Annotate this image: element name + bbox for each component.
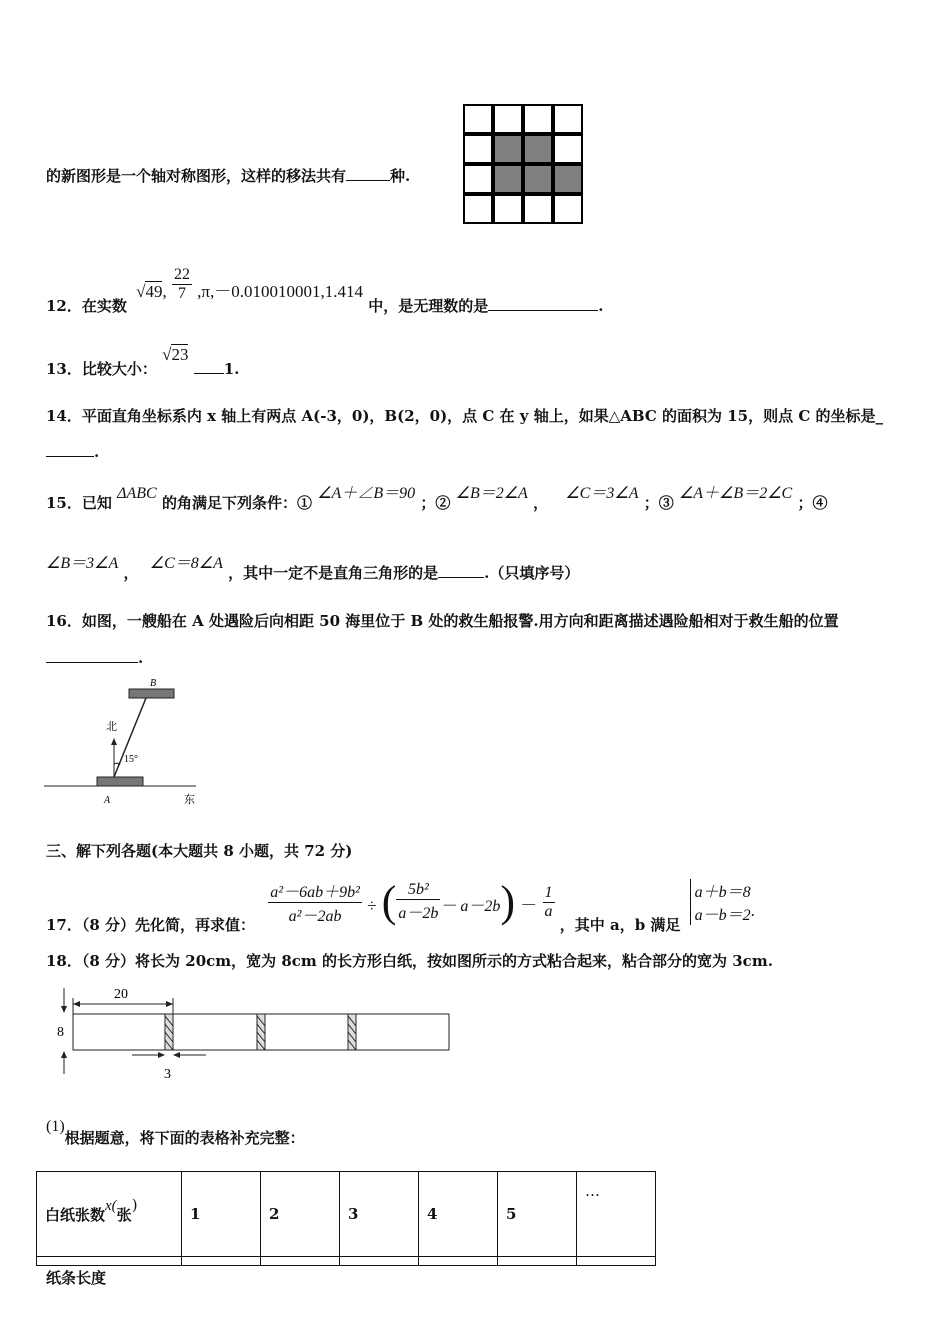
table-cell: 1 [182,1172,261,1257]
label-width: 8 [57,1025,64,1040]
label-overlap: 3 [164,1067,171,1082]
question-17: 17．（8 分）先化简，再求值： $\frac{\text{a²－6ab＋9b²}}{\text{a²－2ab}}$ ÷ ( $\frac{\text{5b²}}{a-2b}$ － a－2b) － $\frac{1}{a}$ ，其中 a，b 满足 a＋b＝8 a－b＝2 . [46,877,755,934]
question-16-line2: . [46,648,143,667]
table-cell-empty [37,1257,182,1266]
table-cell: … [577,1172,656,1257]
table-header-label: 白纸张数x(张) [37,1172,182,1257]
part-1-prompt: (1)根据题意，将下面的表格补充完整： [46,1118,305,1147]
label-east: 东 [184,793,195,806]
table-cell-empty [182,1257,261,1266]
question-14-line2: . [46,442,99,461]
question-14-line1: 14．平面直角坐标系内 x 轴上有两点 A(-3，0)，B(2，0)，点 C 在 y 轴上，如果△ABC 的面积为 15，则点 C 的坐标是_ [46,407,883,425]
paper-strip-figure [46,982,456,1082]
question-16-line1: 16．如图，一艘船在 A 处遇险后向相距 50 海里位于 B 处的救生船报警.用方向和距离描述遇险船相对于救生船的位置 [46,612,839,630]
label-b: B [150,678,157,689]
question-15-line1: 15．已知 ΔABC 的角满足下列条件：① ∠A＋∠B＝90 ；② ∠B＝2∠A ， ∠C＝3∠A ；③ ∠A＋∠B＝2∠C ；④ [46,485,828,512]
label-a: A [104,795,111,806]
row-2-label: 纸条长度 [46,1269,107,1287]
ship-direction-figure [44,674,204,809]
label-angle: 15° [124,754,138,765]
question-18: 18．（8 分）将长为 20cm，宽为 8cm 的长方形白纸，按如图所示的方式粘合起来，粘合部分的宽为 3cm. [46,952,773,970]
table-cell: 3 [340,1172,419,1257]
question-13: 13．比较大小： √23 1. [46,345,240,378]
table-cell: 4 [419,1172,498,1257]
question-11-tail: 的新图形是一个轴对称图形，这样的移法共有 种. [46,167,411,185]
table-cell: 5 [498,1172,577,1257]
table-cell: 2 [261,1172,340,1257]
label-length: 20 [114,987,128,1002]
question-12: 12．在实数 √49, $\frac{22}{7}$ ,π,－0.010010001,1.414 中，是无理数的是 . [46,266,604,315]
table-cell-empty [261,1257,340,1266]
table-cell-empty [419,1257,498,1266]
grid-figure [463,104,583,224]
table-cell-empty [577,1257,656,1266]
section-3-heading: 三、解下列各题(本大题共 8 小题，共 72 分) [46,842,353,860]
table-cell-empty [498,1257,577,1266]
answer-table [36,1171,656,1266]
label-north: 北 [106,720,117,733]
table-cell-empty [340,1257,419,1266]
question-15-line2: ∠B＝3∠A ， ∠C＝8∠A ，其中一定不是直角三角形的是 .（只填序号） [46,555,580,582]
